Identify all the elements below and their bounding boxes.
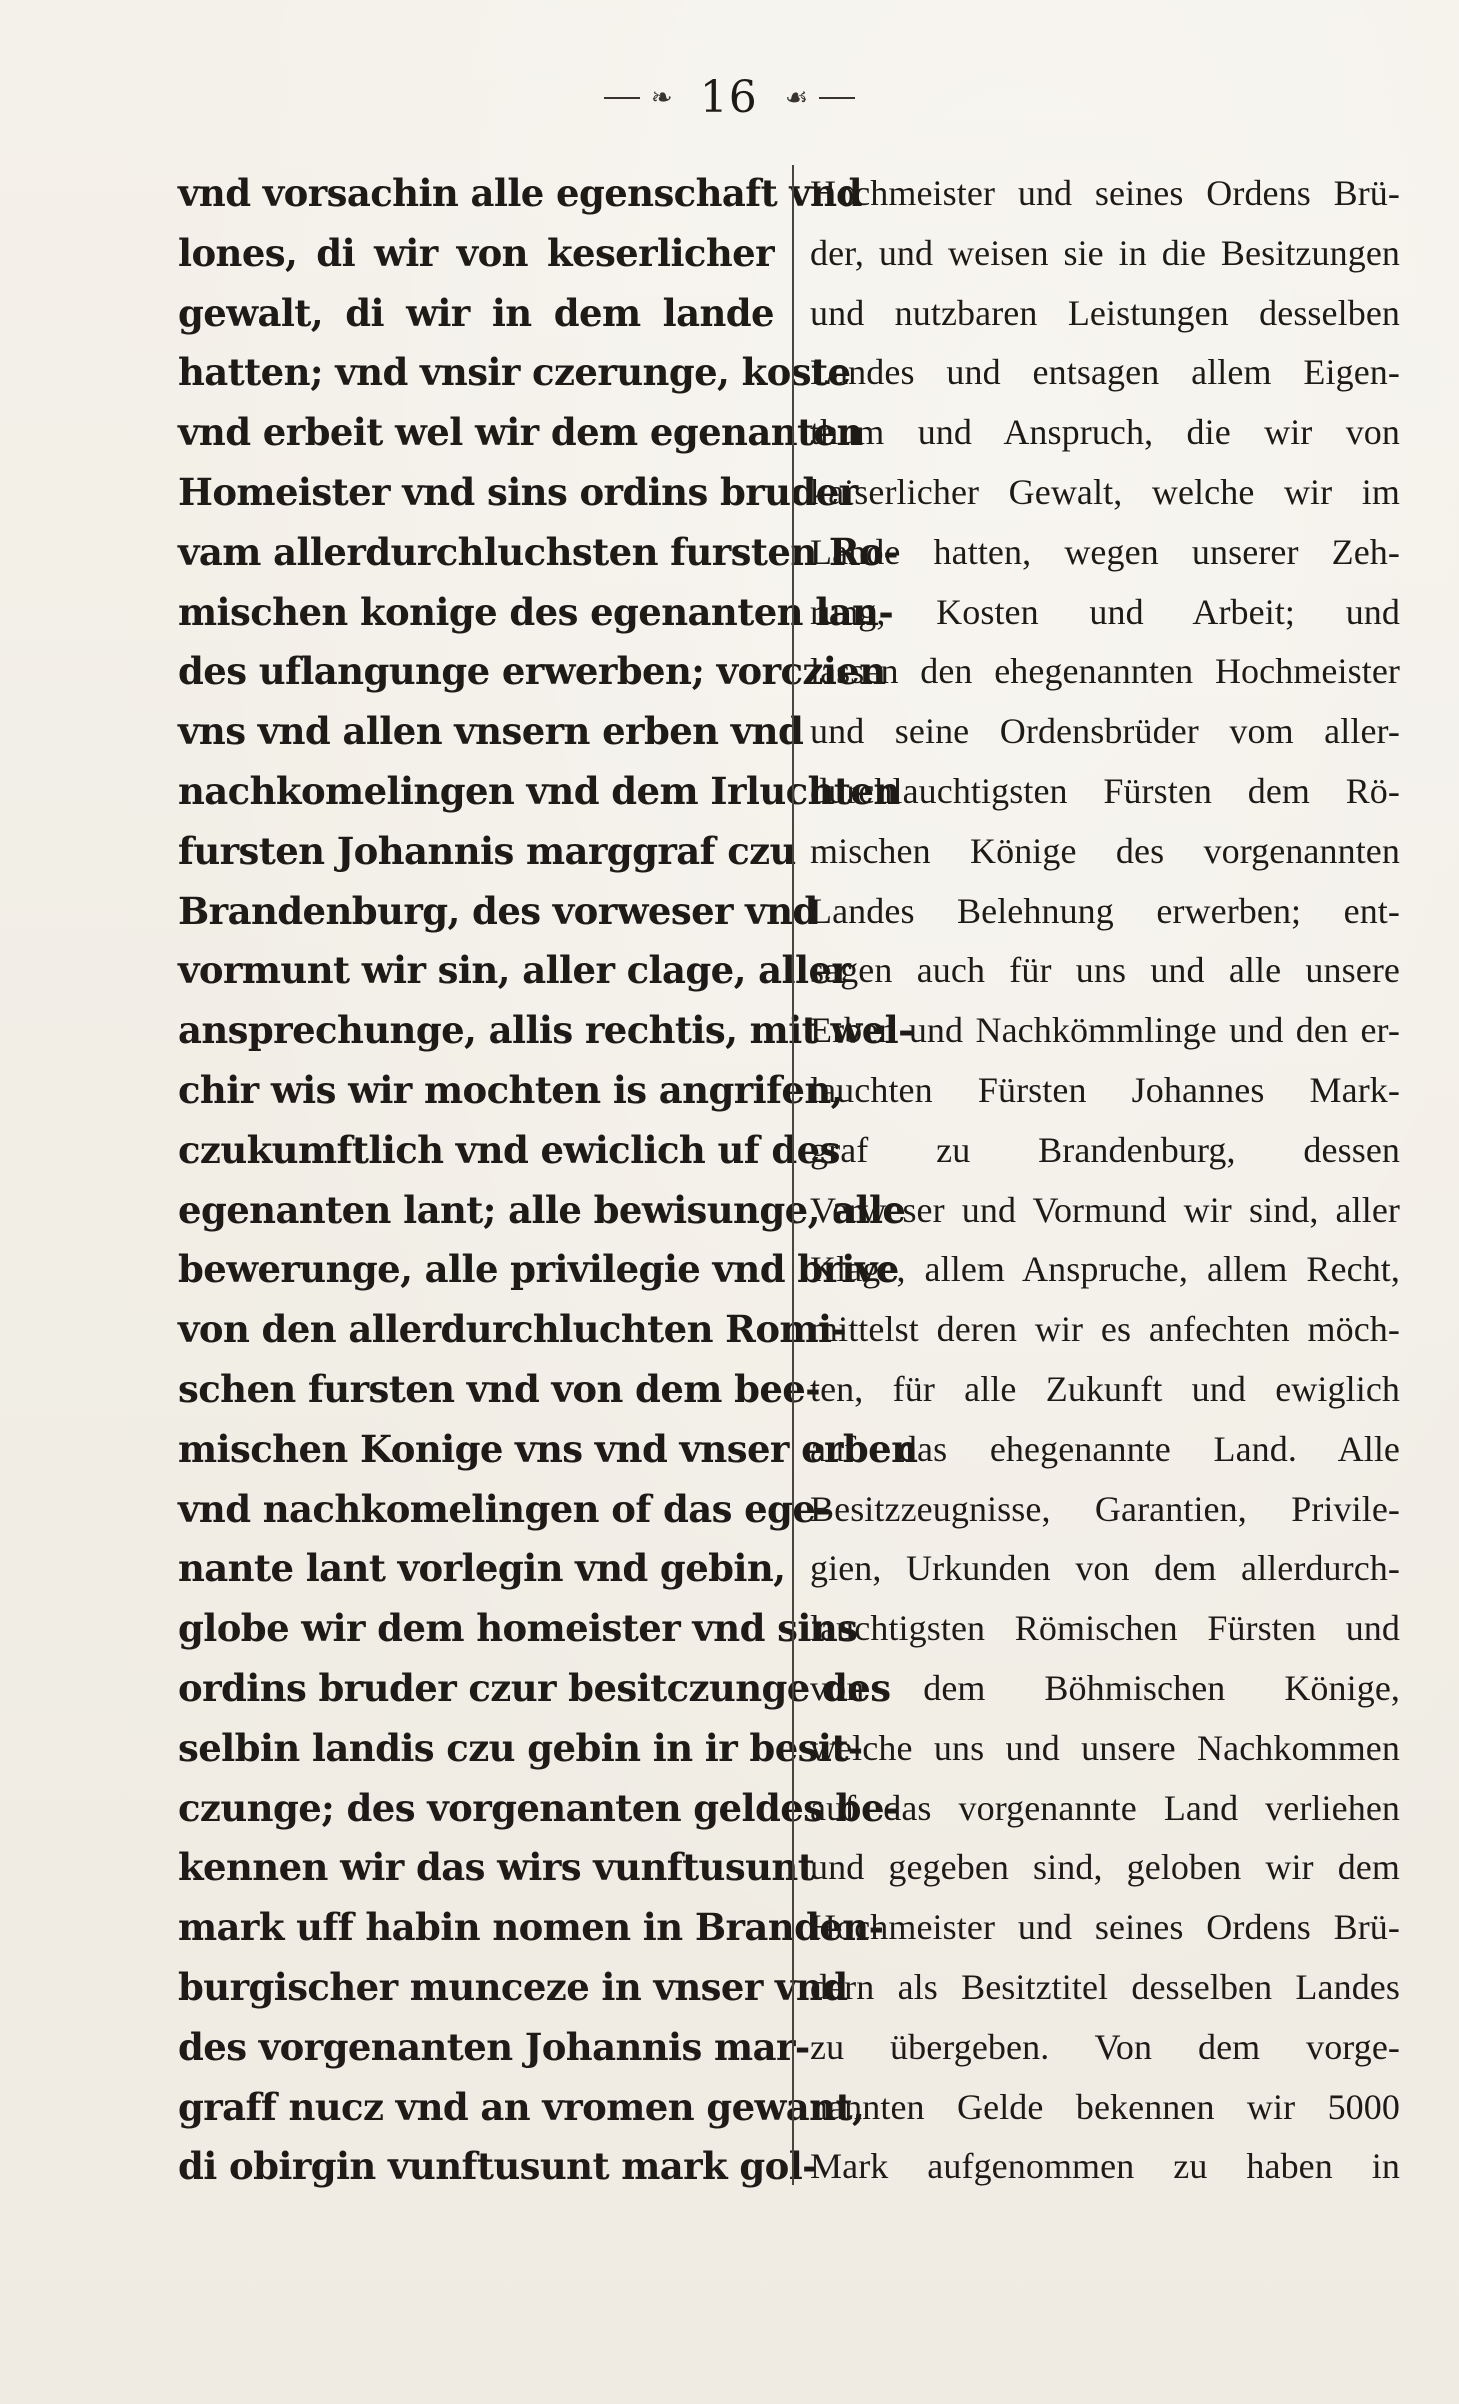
left-column-line: mischen konige des egenanten lan- <box>178 589 894 634</box>
left-column-line: egenanten lant; alle bewisunge, alle <box>178 1187 906 1232</box>
right-column-line: Landes Belehnung erwerben; ent- <box>810 890 1400 931</box>
right-column-line: welche uns und unsere Nachkommen <box>810 1727 1400 1768</box>
left-column-line: czukumftlich vnd ewiclich uf des <box>178 1127 840 1172</box>
left-column-line: czunge; des vorgenanten geldes be- <box>178 1785 899 1830</box>
header-rule-left <box>604 97 640 99</box>
left-column-line: lones, di wir von keserlicher <box>178 230 774 275</box>
right-column-line: Erben und Nachkömmlinge und den er- <box>810 1010 1400 1051</box>
left-column-line: graff nucz vnd an vromen gewant, <box>178 2084 865 2129</box>
left-column-line: vam allerdurchluchsten fursten Ro- <box>178 529 898 574</box>
left-column-line: ansprechunge, allis rechtis, mit wel- <box>178 1008 913 1053</box>
left-column-line: mischen Konige vns vnd vnser erben <box>178 1426 918 1471</box>
right-column-line: dern als Besitztitel desselben Landes <box>810 1966 1400 2007</box>
left-column-line: schen fursten vnd von dem bee- <box>178 1366 821 1411</box>
left-column-line: bewerunge, alle privilegie vnd brive <box>178 1247 899 1292</box>
right-column-line: lauchten Fürsten Johannes Mark- <box>810 1069 1400 1110</box>
right-column-line: Mark aufgenommen zu haben in <box>810 2146 1400 2187</box>
right-column-line: sagen auch für uns und alle unsere <box>810 950 1400 991</box>
left-column-line: ordins bruder czur besitczunge des <box>178 1665 891 1710</box>
right-column-line: auf das ehegenannte Land. Alle <box>810 1428 1400 1469</box>
left-column-line: mark uff habin nomen in Branden- <box>178 1905 884 1950</box>
left-column-line: nachkomelingen vnd dem Irluchten <box>178 768 900 813</box>
right-column-line: Klage, allem Anspruche, allem Recht, <box>810 1249 1400 1290</box>
left-column-line: burgischer munceze in vnser vnd <box>178 1964 848 2009</box>
right-column-line: von dem Böhmischen Könige, <box>810 1667 1400 1708</box>
ornament-left-icon: ❧ <box>650 82 673 113</box>
right-column-line: durchlauchtigsten Fürsten dem Rö- <box>810 770 1400 811</box>
right-column-line: gien, Urkunden von dem allerdurch- <box>810 1548 1400 1589</box>
right-column-line: Hochmeister und seines Ordens Brü- <box>810 1907 1400 1948</box>
left-column-line: von den allerdurchluchten Romi- <box>178 1307 847 1352</box>
column-divider <box>792 165 794 2185</box>
left-column-line: Homeister vnd sins ordins bruder <box>178 469 858 514</box>
left-column-middle-high-german <box>178 164 918 2197</box>
right-column-line: Landes und entsagen allem Eigen- <box>810 352 1400 393</box>
left-column-line: vns vnd allen vnsern erben vnd <box>178 709 804 754</box>
left-column-line: globe wir dem homeister vnd sins <box>178 1606 858 1651</box>
left-column-line: vnd erbeit wel wir dem egenanten <box>178 410 863 455</box>
header-rule-right <box>819 97 855 99</box>
left-column-line: hatten; vnd vnsir czerunge, koste <box>178 350 851 395</box>
left-column-line: kennen wir das wirs vunftusunt <box>178 1845 815 1890</box>
right-column-line: nannten Gelde bekennen wir 5000 <box>810 2086 1400 2127</box>
right-column-line: mittelst deren wir es anfechten möch- <box>810 1309 1400 1350</box>
left-column-line: des uflangunge erwerben; vorczien <box>178 649 886 694</box>
right-column-line: Verweser und Vormund wir sind, aller <box>810 1189 1400 1230</box>
right-column-line: Besitzzeugnisse, Garantien, Privile- <box>810 1488 1400 1529</box>
right-column-line: auf das vorgenannte Land verliehen <box>810 1787 1400 1828</box>
right-column-line: ten, für alle Zukunft und ewiglich <box>810 1368 1400 1409</box>
page-number: 16 <box>699 72 758 123</box>
ornament-right-icon: ☙ <box>784 82 809 113</box>
right-column-line: und gegeben sind, geloben wir dem <box>810 1847 1400 1888</box>
left-column-line: des vorgenanten Johannis mar- <box>178 2024 810 2069</box>
right-column-modern-german <box>810 164 1400 2197</box>
left-column-line: fursten Johannis marggraf czu <box>178 828 796 873</box>
right-column-line: lassen den ehegenannten Hochmeister <box>810 651 1400 692</box>
right-column-line: kaiserlicher Gewalt, welche wir im <box>810 471 1400 512</box>
left-column-line: Brandenburg, des vorweser vnd <box>178 888 818 933</box>
right-column-line: thum und Anspruch, die wir von <box>810 412 1400 453</box>
left-column-line: nante lant vorlegin vnd gebin, <box>178 1546 786 1591</box>
right-column-line: Lande hatten, wegen unserer Zeh- <box>810 531 1400 572</box>
left-column-line: chir wis wir mochten is angrifen, <box>178 1067 843 1112</box>
left-column-line: vnd nachkomelingen of das ege- <box>178 1486 831 1531</box>
right-column-line: graf zu Brandenburg, dessen <box>810 1129 1400 1170</box>
right-column-line: zu übergeben. Von dem vorge- <box>810 2026 1400 2067</box>
right-column-line: mischen Könige des vorgenannten <box>810 830 1400 871</box>
right-column-line: Hochmeister und seines Ordens Brü- <box>810 173 1400 213</box>
right-column-line: der, und weisen sie in die Besitzungen <box>810 232 1400 273</box>
right-column-line: und nutzbaren Leistungen desselben <box>810 292 1400 333</box>
left-column-line: di obirgin vunftusunt mark gol- <box>178 2144 817 2189</box>
right-column-line: und seine Ordensbrüder vom aller- <box>810 711 1400 752</box>
left-column-line: gewalt, di wir in dem lande <box>178 290 774 335</box>
left-column-line: vnd vorsachin alle egenschaft vnd <box>178 171 862 215</box>
left-column-line: selbin landis czu gebin in ir besit- <box>178 1725 863 1770</box>
right-column-line: lauchtigsten Römischen Fürsten und <box>810 1608 1400 1649</box>
left-column-line: vormunt wir sin, aller clage, aller <box>178 948 851 993</box>
right-column-line: rung, Kosten und Arbeit; und <box>810 591 1400 632</box>
page-header <box>0 72 1459 132</box>
